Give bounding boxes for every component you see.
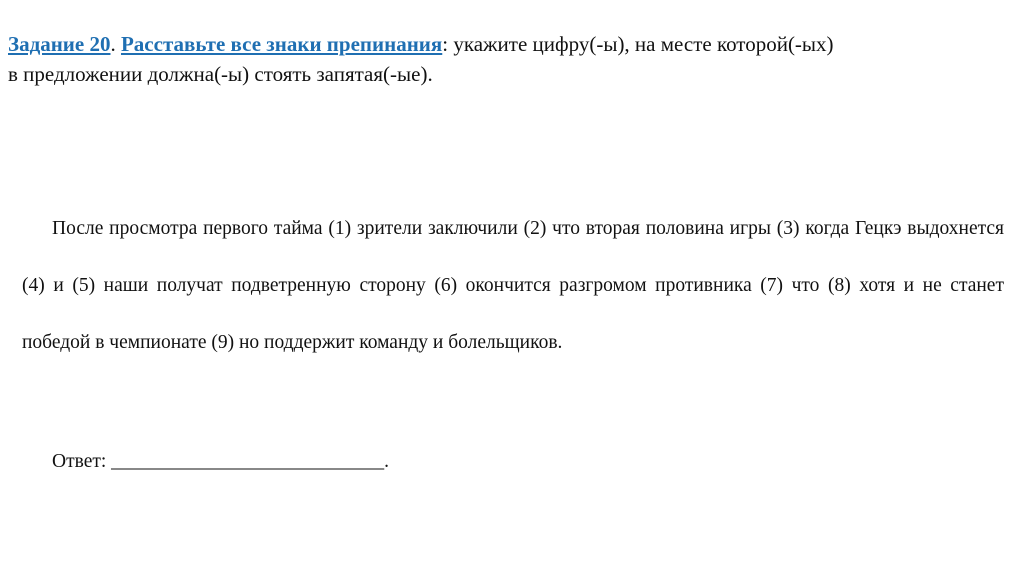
task-header [8, 29, 1020, 89]
answer-end: . [384, 451, 390, 472]
instruction-link[interactable]: Расставьте все знаки препинания [120, 32, 443, 56]
task-number-punct: . [110, 32, 116, 56]
instruction-text-line2: в предложении должна(-ы) стоять запятая(-ые). [8, 62, 433, 86]
answer-label: Ответ: [52, 451, 107, 472]
answer-blank[interactable]: ____________________________ [111, 451, 385, 472]
task-passage: После просмотра первого тайма (1) зрители заключили (2) что вторая половина игры (3) когда Гецкэ выдохнется (4) и (5) наши получат подветренную сторону (6) окончится разгромом противника (7) что (8) хотя и не станет победой в чемпионате (9) но поддержит команду и болельщиков. [22, 218, 1004, 353]
instruction-text-line1: : укажите цифру(-ы), на месте которой(-ых) [442, 32, 834, 56]
answer-line [52, 448, 389, 476]
task-number-link[interactable]: Задание 20 [8, 32, 111, 56]
